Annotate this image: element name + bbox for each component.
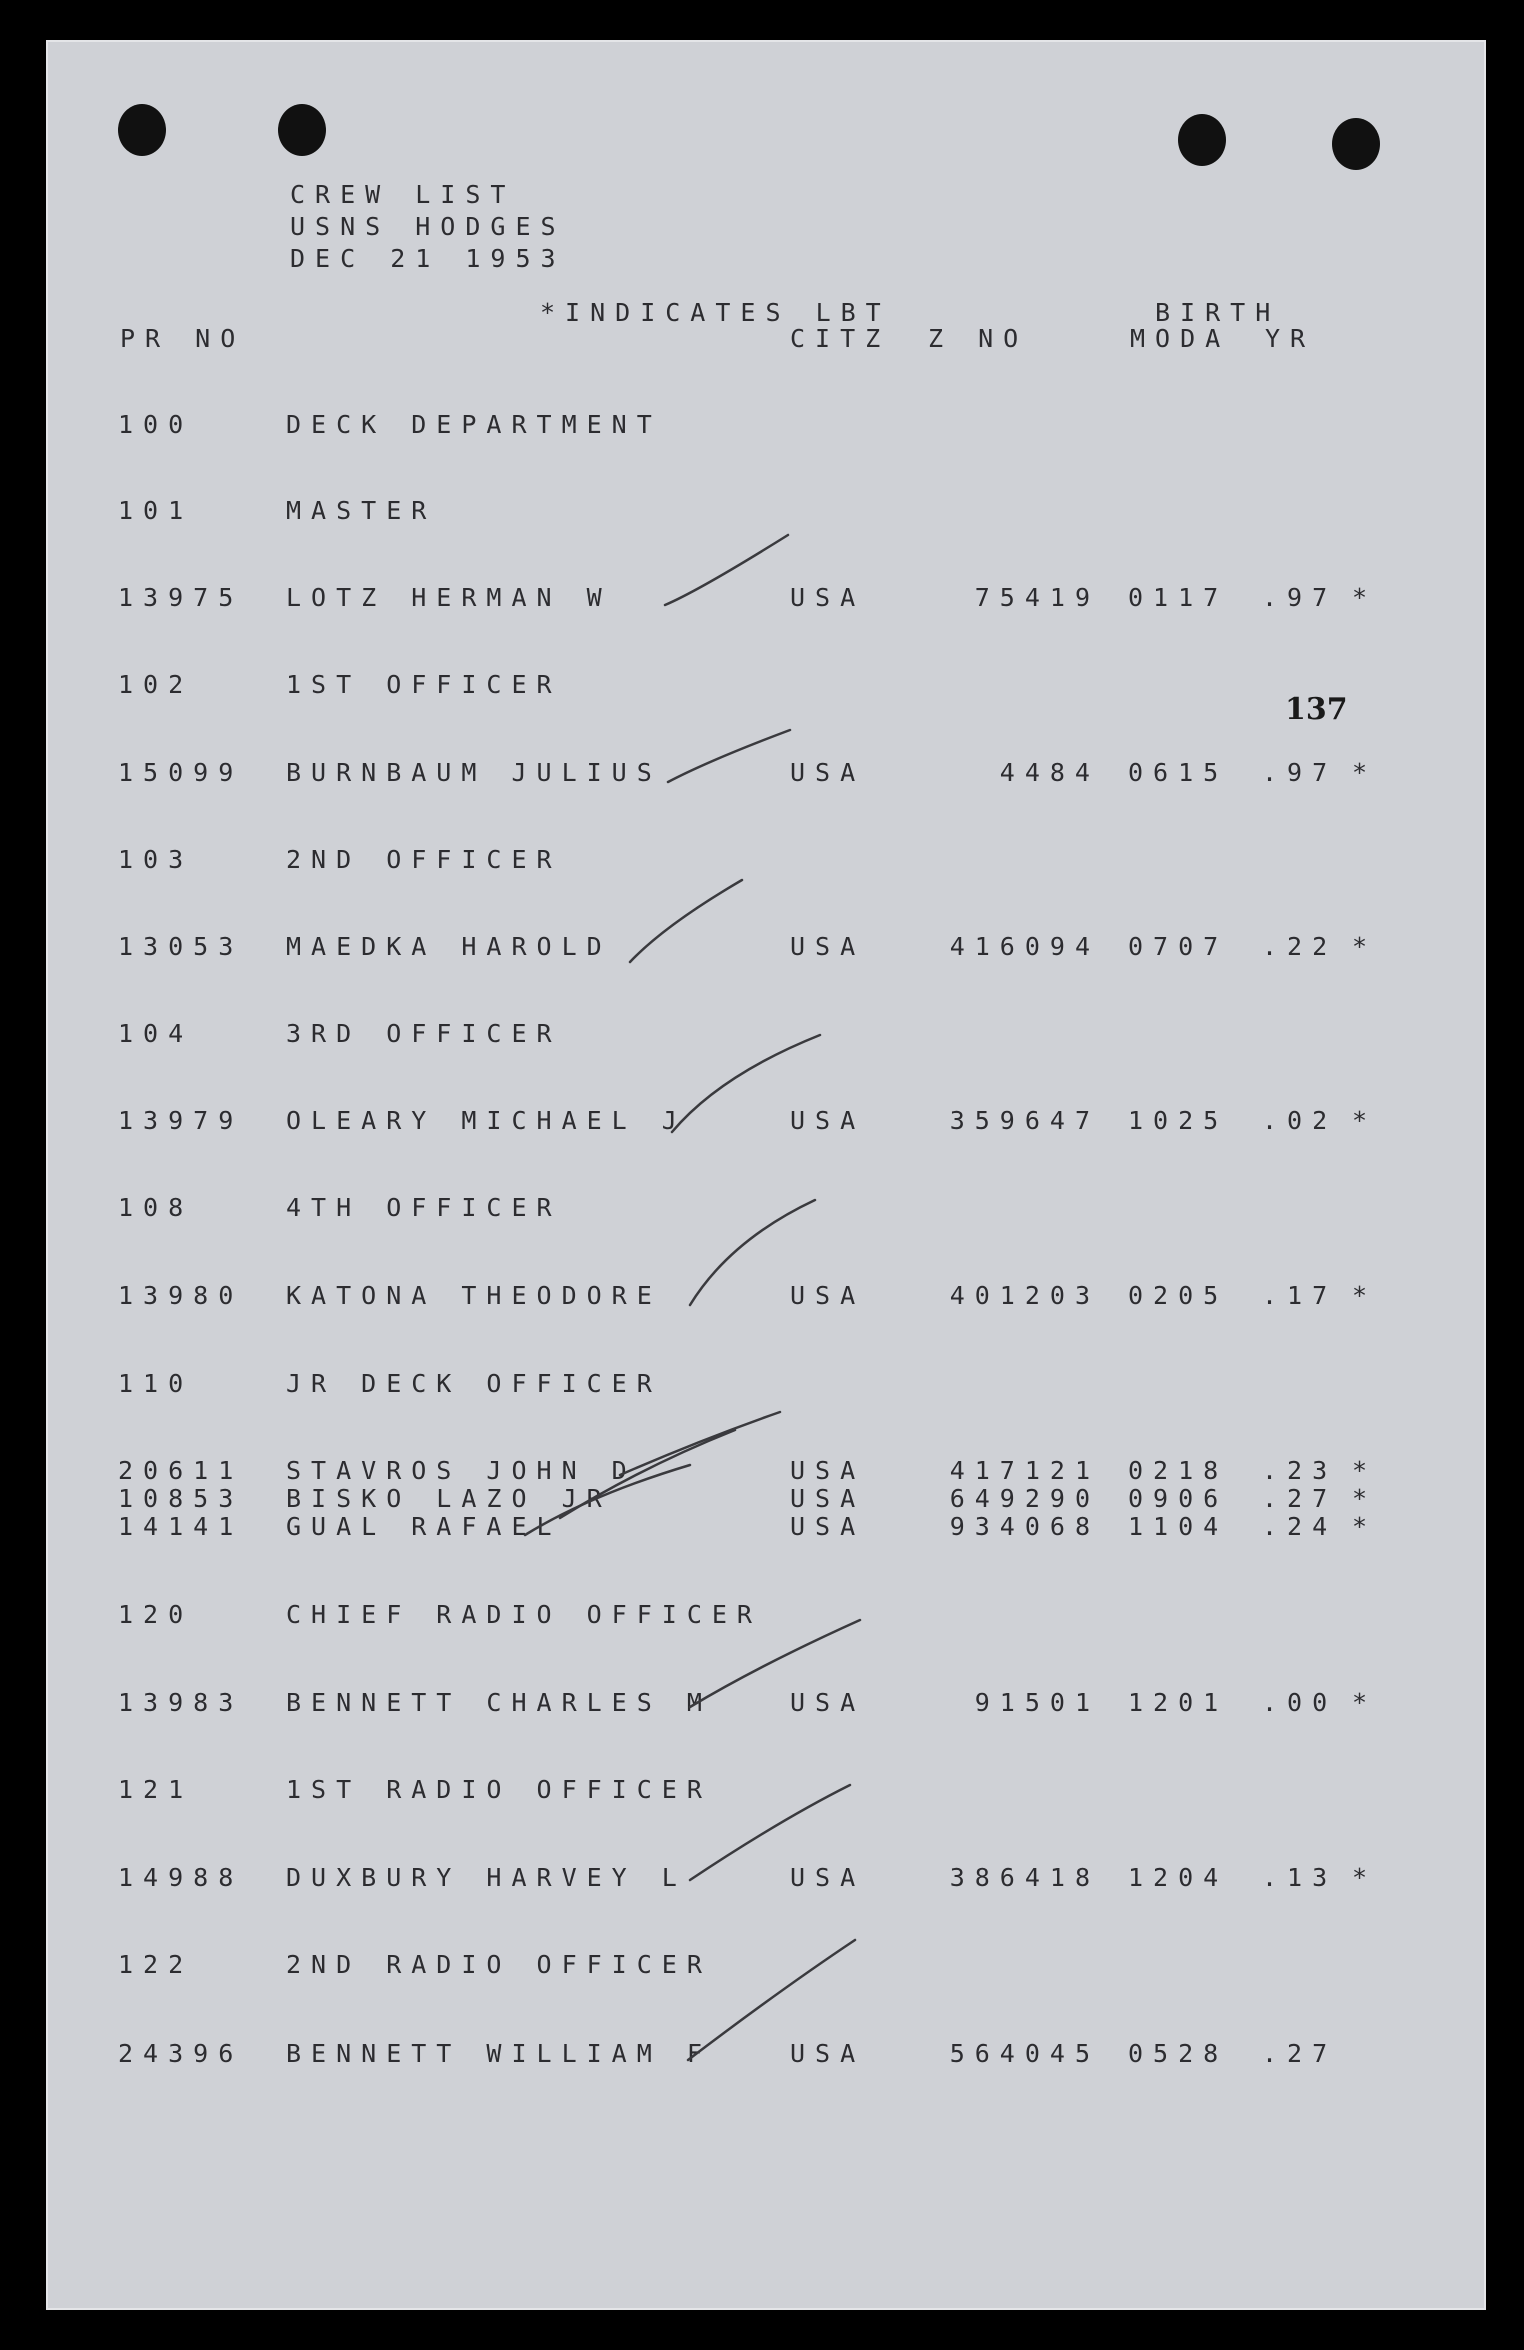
crew-name: KATONA THEODORE bbox=[286, 1281, 662, 1310]
pr-number: 24396 bbox=[118, 2039, 244, 2068]
birth-yr: .27 bbox=[1262, 2039, 1338, 2068]
section-title: 3RD OFFICER bbox=[286, 1019, 562, 1048]
pr-number: 13979 bbox=[118, 1106, 244, 1135]
lbt-marker: * bbox=[1352, 1484, 1378, 1513]
lbt-marker: * bbox=[1352, 1512, 1378, 1541]
crew-name: OLEARY MICHAEL J bbox=[286, 1106, 687, 1135]
birth-yr: .24 bbox=[1262, 1512, 1338, 1541]
citizenship: USA bbox=[790, 2039, 866, 2068]
pr-number: 104 bbox=[118, 1019, 194, 1048]
crew-name: LOTZ HERMAN W bbox=[286, 583, 612, 612]
birth-yr: .27 bbox=[1262, 1484, 1338, 1513]
citizenship: USA bbox=[790, 932, 866, 961]
crew-name: GUAL RAFAEL bbox=[286, 1512, 562, 1541]
lbt-marker: * bbox=[1352, 1456, 1378, 1485]
birth-yr: .02 bbox=[1262, 1106, 1338, 1135]
section-title: CHIEF RADIO OFFICER bbox=[286, 1600, 762, 1629]
section-title: 4TH OFFICER bbox=[286, 1193, 562, 1222]
pr-number: 14988 bbox=[118, 1863, 244, 1892]
birth-yr: .17 bbox=[1262, 1281, 1338, 1310]
z-number: 401203 bbox=[949, 1281, 1100, 1310]
birth-moda: 0117 bbox=[1128, 583, 1229, 612]
crew-name: MAEDKA HAROLD bbox=[286, 932, 612, 961]
birth-moda: 0906 bbox=[1128, 1484, 1229, 1513]
lbt-marker: * bbox=[1352, 1863, 1378, 1892]
pr-number: 13053 bbox=[118, 932, 244, 961]
section-title: 2ND OFFICER bbox=[286, 845, 562, 874]
z-number: 564045 bbox=[949, 2039, 1100, 2068]
citizenship: USA bbox=[790, 583, 866, 612]
birth-moda: 1204 bbox=[1128, 1863, 1229, 1892]
col-z-no: Z NO bbox=[928, 324, 1029, 353]
crew-name: BISKO LAZO JR bbox=[286, 1484, 612, 1513]
citizenship: USA bbox=[790, 758, 866, 787]
birth-moda: 0528 bbox=[1128, 2039, 1229, 2068]
z-number: 417121 bbox=[949, 1456, 1100, 1485]
section-title: 1ST RADIO OFFICER bbox=[286, 1775, 712, 1804]
lbt-marker: * bbox=[1352, 1106, 1378, 1135]
z-number: 386418 bbox=[949, 1863, 1100, 1892]
citizenship: USA bbox=[790, 1512, 866, 1541]
z-number: 91501 bbox=[974, 1688, 1100, 1717]
punch-hole bbox=[1178, 114, 1226, 166]
citizenship: USA bbox=[790, 1456, 866, 1485]
legend-text: *INDICATES LBT bbox=[540, 298, 891, 327]
pr-number: 103 bbox=[118, 845, 194, 874]
crew-name: STAVROS JOHN D bbox=[286, 1456, 637, 1485]
citizenship: USA bbox=[790, 1688, 866, 1717]
section-title: DECK DEPARTMENT bbox=[286, 410, 662, 439]
punch-hole bbox=[118, 104, 166, 156]
pr-number: 13980 bbox=[118, 1281, 244, 1310]
crew-name: BURNBAUM JULIUS bbox=[286, 758, 662, 787]
pr-number: 120 bbox=[118, 1600, 194, 1629]
pr-number: 101 bbox=[118, 496, 194, 525]
col-birth: BIRTH bbox=[1155, 298, 1281, 327]
birth-moda: 0707 bbox=[1128, 932, 1229, 961]
birth-yr: .13 bbox=[1262, 1863, 1338, 1892]
section-title: 2ND RADIO OFFICER bbox=[286, 1950, 712, 1979]
pr-number: 10853 bbox=[118, 1484, 244, 1513]
birth-moda: 1025 bbox=[1128, 1106, 1229, 1135]
crew-name: DUXBURY HARVEY L bbox=[286, 1863, 687, 1892]
col-moda: MODA bbox=[1130, 324, 1231, 353]
birth-moda: 0615 bbox=[1128, 758, 1229, 787]
col-pr-no: PR NO bbox=[120, 324, 246, 353]
lbt-marker: * bbox=[1352, 1281, 1378, 1310]
section-title: JR DECK OFFICER bbox=[286, 1369, 662, 1398]
pr-number: 13975 bbox=[118, 583, 244, 612]
punch-hole bbox=[278, 104, 326, 156]
z-number: 416094 bbox=[949, 932, 1100, 961]
pr-number: 15099 bbox=[118, 758, 244, 787]
lbt-marker: * bbox=[1352, 1688, 1378, 1717]
citizenship: USA bbox=[790, 1106, 866, 1135]
birth-moda: 1104 bbox=[1128, 1512, 1229, 1541]
crew-name: BENNETT WILLIAM F bbox=[286, 2039, 712, 2068]
document-page bbox=[46, 40, 1486, 2310]
birth-moda: 0218 bbox=[1128, 1456, 1229, 1485]
birth-yr: .00 bbox=[1262, 1688, 1338, 1717]
pr-number: 100 bbox=[118, 410, 194, 439]
pr-number: 121 bbox=[118, 1775, 194, 1804]
z-number: 649290 bbox=[949, 1484, 1100, 1513]
birth-yr: .97 bbox=[1262, 758, 1338, 787]
doc-date: DEC 21 1953 bbox=[290, 244, 566, 273]
birth-moda: 0205 bbox=[1128, 1281, 1229, 1310]
birth-yr: .22 bbox=[1262, 932, 1338, 961]
pr-number: 14141 bbox=[118, 1512, 244, 1541]
lbt-marker: * bbox=[1352, 758, 1378, 787]
section-title: 1ST OFFICER bbox=[286, 670, 562, 699]
crew-name: BENNETT CHARLES M bbox=[286, 1688, 712, 1717]
pr-number: 13983 bbox=[118, 1688, 244, 1717]
birth-yr: .97 bbox=[1262, 583, 1338, 612]
ship-name: USNS HODGES bbox=[290, 212, 566, 241]
doc-title: CREW LIST bbox=[290, 180, 516, 209]
z-number: 4484 bbox=[999, 758, 1100, 787]
pr-number: 20611 bbox=[118, 1456, 244, 1485]
z-number: 75419 bbox=[974, 583, 1100, 612]
citizenship: USA bbox=[790, 1484, 866, 1513]
citizenship: USA bbox=[790, 1281, 866, 1310]
lbt-marker: * bbox=[1352, 583, 1378, 612]
col-citz: CITZ bbox=[790, 324, 891, 353]
punch-hole bbox=[1332, 118, 1380, 170]
pr-number: 102 bbox=[118, 670, 194, 699]
citizenship: USA bbox=[790, 1863, 866, 1892]
birth-yr: .23 bbox=[1262, 1456, 1338, 1485]
page-number-annotation: 137 bbox=[1285, 692, 1348, 727]
z-number: 934068 bbox=[949, 1512, 1100, 1541]
lbt-marker: * bbox=[1352, 932, 1378, 961]
pr-number: 122 bbox=[118, 1950, 194, 1979]
pr-number: 110 bbox=[118, 1369, 194, 1398]
col-yr: YR bbox=[1265, 324, 1316, 353]
z-number: 359647 bbox=[949, 1106, 1100, 1135]
section-title: MASTER bbox=[286, 496, 437, 525]
pr-number: 108 bbox=[118, 1193, 194, 1222]
birth-moda: 1201 bbox=[1128, 1688, 1229, 1717]
